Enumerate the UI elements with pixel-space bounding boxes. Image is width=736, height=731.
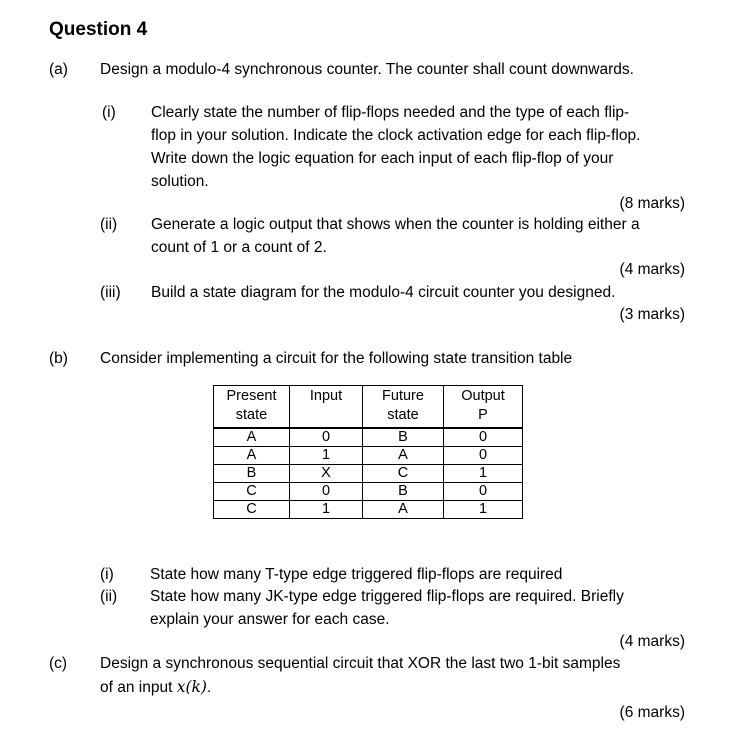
part-b-ii-label: (ii) [100,588,118,605]
state-transition-table [213,385,523,519]
part-a-label: (a) [49,61,68,78]
part-a-text: Design a modulo-4 synchronous counter. The counter shall count downwards. [100,61,634,78]
cell: B [363,483,444,501]
part-a-ii-label: (ii) [100,216,118,233]
part-a-i-marks: (8 marks) [619,195,685,212]
part-b-i-text: State how many T-type edge triggered flip-flops are required [150,566,563,583]
cell: B [214,465,290,483]
cell: 0 [444,447,523,465]
question-heading: Question 4 [49,19,148,40]
part-c-line-1: Design a synchronous sequential circuit that XOR the last two 1-bit samples [100,655,621,672]
cell: A [214,447,290,465]
part-a-iii-label: (iii) [100,284,121,301]
part-c-line-2-prefix: of an input [100,679,177,696]
cell: 0 [444,428,523,447]
part-a-ii-marks: (4 marks) [619,261,685,278]
cell: 0 [444,483,523,501]
table-row [214,465,523,483]
part-b-ii-line-2: explain your answer for each case. [150,611,390,628]
table-row [214,447,523,465]
table-row [214,501,523,519]
cell: B [363,428,444,447]
cell: 0 [290,483,363,501]
cell: A [363,447,444,465]
cell: A [363,501,444,519]
cell: 1 [444,501,523,519]
part-b-marks: (4 marks) [619,633,685,650]
cell: A [214,428,290,447]
header-output: Output P [444,386,523,429]
cell: 1 [290,447,363,465]
part-a-iii-marks: (3 marks) [619,306,685,323]
table-row [214,428,523,447]
part-a-ii-line-1: Generate a logic output that shows when the counter is holding either a [151,216,640,233]
part-a-i-line-2: flop in your solution. Indicate the clock activation edge for each flip-flop. [151,127,641,144]
part-c-line-2-suffix: . [206,679,212,696]
part-a-iii-text: Build a state diagram for the modulo-4 circuit counter you designed. [151,284,616,301]
part-b-text: Consider implementing a circuit for the following state transition table [100,350,573,367]
header-present-state: Present state [214,386,290,429]
cell: C [214,501,290,519]
part-a-i-line-4: solution. [151,173,209,190]
part-a-i-label: (i) [102,104,116,121]
table-row [214,483,523,501]
header-input: Input [290,386,363,429]
input-signal-math: x(k) [176,678,207,696]
part-c-label: (c) [49,655,68,672]
part-a-i-line-3: Write down the logic equation for each input of each flip-flop of your [151,150,614,167]
part-a-i-line-1: Clearly state the number of flip-flops needed and the type of each flip- [151,104,630,121]
cell: 1 [444,465,523,483]
cell: C [214,483,290,501]
part-a-ii-line-2: count of 1 or a count of 2. [151,239,327,256]
cell: X [290,465,363,483]
cell: 0 [290,428,363,447]
part-c-marks: (6 marks) [619,704,685,721]
part-c-line-2 [100,678,211,697]
cell: C [363,465,444,483]
part-b-ii-line-1: State how many JK-type edge triggered flip-flops are required. Briefly [150,588,624,605]
cell: 1 [290,501,363,519]
header-future-state: Future state [363,386,444,429]
part-b-i-label: (i) [100,566,114,583]
part-b-label: (b) [49,350,68,367]
